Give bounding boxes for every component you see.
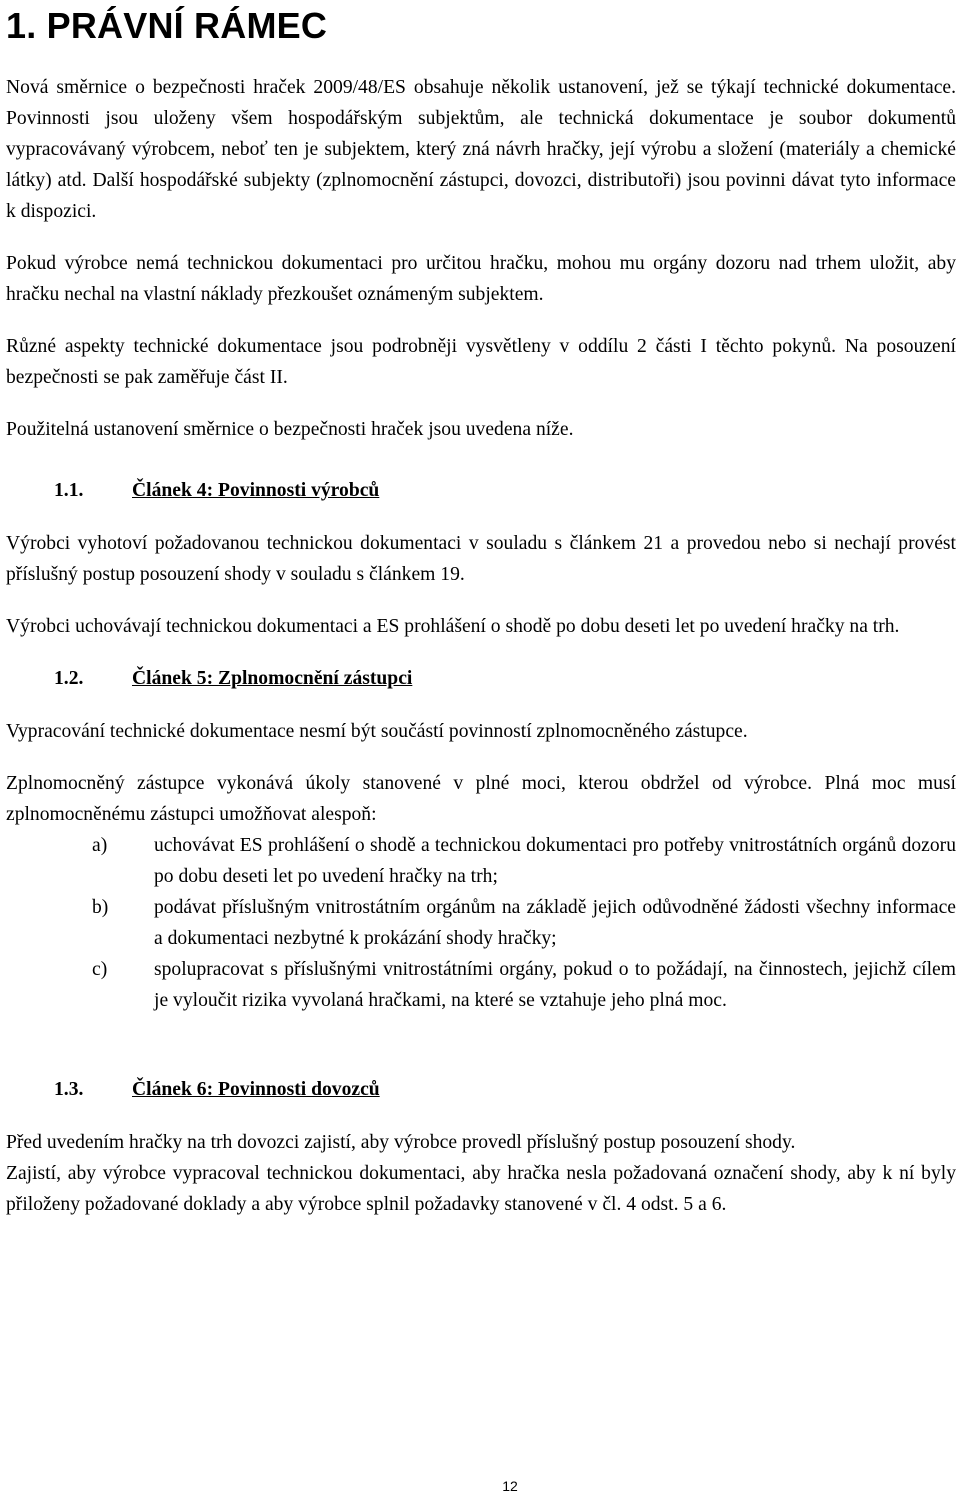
list-item-text: podávat příslušným vnitrostátním orgánům na základě jejich odůvodněné žádosti všechny informace a dokumentaci nezbytné k prokázání shody hračky; [154,897,956,949]
list-item [6,954,956,1016]
section-title: Článek 6: Povinnosti dovozců [132,1079,380,1100]
section-1-3-paragraph-2: Zajistí, aby výrobce vypracoval technickou dokumentaci, aby hračka nesla požadovaná označení shody, aby k ní byly přiloženy požadované doklady a aby výrobce splnil požadavky stanovené v čl. 4 odst. 5 a 6. [6,1163,956,1215]
section-heading-1-1 [6,475,956,506]
section-number: 1.3. [54,1079,84,1100]
document-page [6,0,956,1220]
intro-paragraph-4: Použitelná ustanovení směrnice o bezpečnosti hraček jsou uvedena níže. [6,419,574,440]
section-title: Článek 5: Zplnomocnění zástupci [132,668,413,689]
list-marker: c) [92,959,108,980]
section-1-1-paragraph-1: Výrobci vyhotoví požadovanou technickou dokumentaci v souladu s článkem 21 a provedou nebo si nechají provést příslušný postup posouzení shody v souladu s článkem 19. [6,533,956,585]
intro-paragraph-3: Různé aspekty technické dokumentace jsou podrobněji vysvětleny v oddílu 2 části I těchto pokynů. Na posouzení bezpečnosti se pak zaměřuje část II. [6,336,956,388]
obligations-list [6,830,956,1016]
section-1-2-paragraph-1: Vypracování technické dokumentace nesmí být součástí povinností zplnomocněného zástupce. [6,721,748,742]
section-1-1-paragraph-2: Výrobci uchovávají technickou dokumentaci a ES prohlášení o shodě po dobu deseti let po uvedení hračky na trh. [6,616,900,637]
list-marker: a) [92,835,108,856]
list-item [6,892,956,954]
section-number: 1.2. [54,668,84,689]
section-heading-1-3 [6,1074,956,1105]
section-title: Článek 4: Povinnosti výrobců [132,480,380,501]
section-1-3-paragraph-1: Před uvedením hračky na trh dovozci zajistí, aby výrobce provedl příslušný postup posouzení shody. [6,1132,796,1153]
list-marker: b) [92,897,109,918]
intro-paragraph-2: Pokud výrobce nemá technickou dokumentaci pro určitou hračku, mohou mu orgány dozoru nad trhem uložit, aby hračku nechal na vlastní náklady přezkoušet oznámeným subjektem. [6,253,956,305]
page-title: 1. PRÁVNÍ RÁMEC [6,5,328,46]
section-1-2-paragraph-2: Zplnomocněný zástupce vykonává úkoly stanovené v plné moci, kterou obdržel od výrobce. Plná moc musí zplnomocněnému zástupci umožňovat alespoň: [6,773,956,825]
section-number: 1.1. [54,480,84,501]
list-item-text: spolupracovat s příslušnými vnitrostátními orgány, pokud o to požádají, na činnostech, jejichž cílem je vyloučit rizika vyvolaná hračkami, na které se vztahuje jeho plná moc. [154,959,956,1011]
page-number: 12 [502,1478,518,1494]
intro-paragraph-1: Nová směrnice o bezpečnosti hraček 2009/48/ES obsahuje několik ustanovení, jež se týkají technické dokumentace. Povinnosti jsou uloženy všem hospodářským subjektům, ale technická dokumentace je soubor dokumentů vypracovávaný výrobcem, neboť ten je subjektem, který zná návrh hračky, její výrobu a složení (materiály a chemické látky) atd. Další hospodářské subjekty (zplnomocnění zástupci, dovozci, distributoři) jsou povinni dávat tyto informace k dispozici. [6,77,956,222]
list-item [6,830,956,892]
list-item-text: uchovávat ES prohlášení o shodě a technickou dokumentaci pro potřeby vnitrostátních orgánů dozoru po dobu deseti let po uvedení hračky na trh; [154,835,956,887]
section-heading-1-2 [6,663,956,694]
